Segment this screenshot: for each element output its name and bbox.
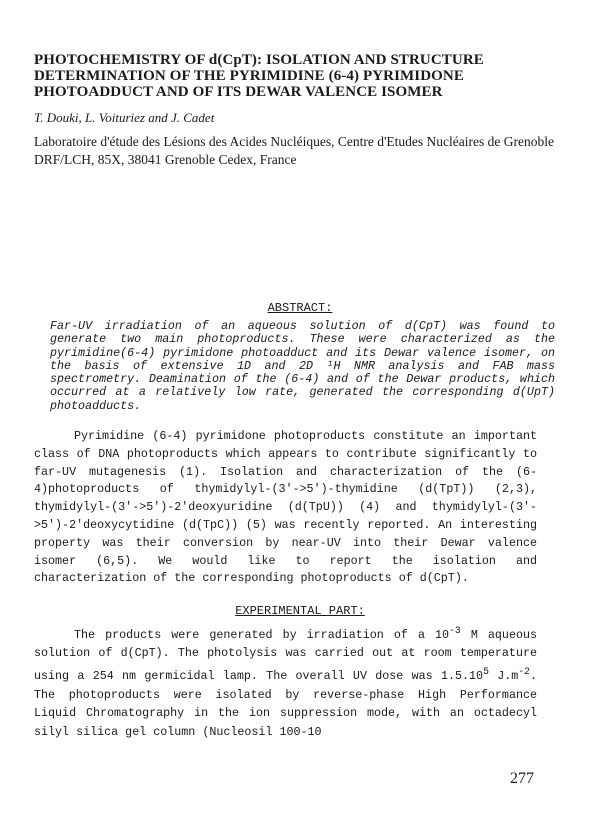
experimental-text-1: The products were generated by irradiation of a 10: [74, 627, 450, 642]
dose-exponent: 5: [483, 666, 489, 678]
page-number: 277: [510, 770, 534, 787]
concentration-exponent: -3: [449, 625, 461, 636]
experimental-heading: EXPERIMENTAL PART:: [235, 604, 365, 618]
affiliation: Laboratoire d'étude des Lésions des Acides Nucléiques, Centre d'Etudes Nucléaires de Grenoble DRF/LCH, 85X, 38041 Grenoble Cedex, France: [34, 134, 554, 167]
unit-exponent: -2: [518, 666, 530, 678]
paper-title: PHOTOCHEMISTRY OF d(CpT): ISOLATION AND STRUCTURE DETERMINATION OF THE PYRIMIDINE (6-4) PYRIMIDONE PHOTOADDUCT AND OF ITS DEWAR VALENCE ISOMER: [34, 52, 484, 100]
abstract-heading: ABSTRACT:: [267, 301, 333, 315]
intro-paragraph: Pyrimidine (6-4) pyrimidone photoproducts constitute an important class of DNA photoproducts which appears to contribute significantly to far-UV mutagenesis (1). Isolation and characterization of the (6-4)photoproducts of thymidylyl-(3'->5')-thymidine (d(TpT)) (2,3), thymidylyl-(3'->5')-2'deoxyuridine (d(TpU)) (4) and thymidylyl-(3'->5')-2'deoxycytidine (d(TpC)) (5) was recently reported. An interesting property was their conversion by near-UV into their Dewar valence isomer (6,5). We would like to report the isolation and characterization of the corresponding photoproducts of d(CpT).: [34, 429, 537, 586]
experimental-text-2: M aqueous solution of d(CpT). The photolysis was carried out at room temperature using a 254 nm germicidal lamp. The overall UV dose was 1.5.10: [34, 627, 537, 683]
experimental-text-4: . The photoproducts were isolated by reverse-phase High Performance Liquid Chromatography in the ion suppression mode, with an octadecyl silyl silica gel column (Nucleosil 100-10: [34, 668, 537, 739]
experimental-paragraph: [34, 622, 537, 741]
abstract-text: Far-UV irradiation of an aqueous solution of d(CpT) was found to generate two main photoproducts. These were characterized as the pyrimidine(6-4) pyrimidone photoadduct and its Dewar valence isomer, on the basis of extensive 1D and 2D ¹H NMR analysis and FAB mass spectrometry. Deamination of the (6-4) and of the Dewar products, which occurred at a relatively low rate, generated the corresponding d(UpT) photoadducts.: [50, 319, 555, 413]
author-list: T. Douki, L. Voituriez and J. Cadet: [34, 110, 215, 125]
experimental-text-3: J.m: [488, 668, 519, 683]
